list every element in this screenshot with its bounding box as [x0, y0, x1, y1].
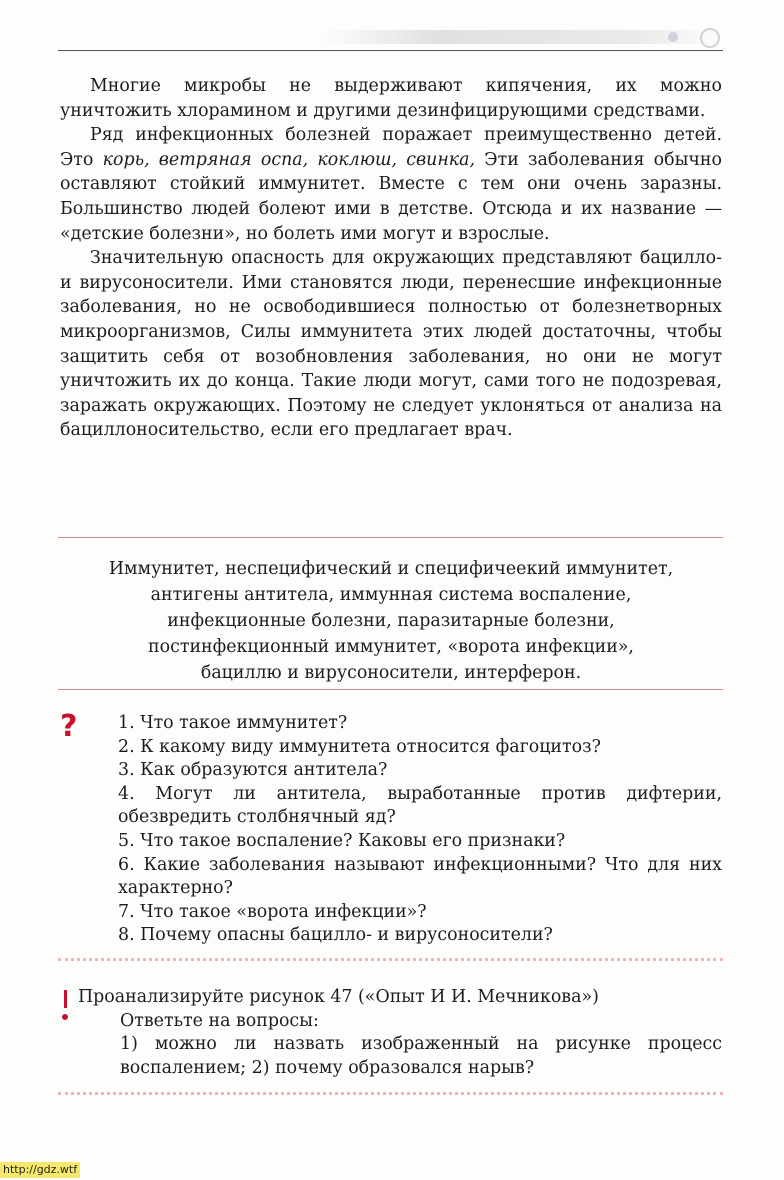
key-terms-box	[60, 556, 722, 686]
terms-top-rule	[58, 537, 723, 538]
question-item: 2. К какому виду иммунитета относится фагоцитоз?	[118, 736, 601, 757]
term-line: бациллю и вирусоносители, интерферон.	[200, 663, 582, 683]
question-item: 5. Что такое воспаление? Каковы его признаки?	[118, 830, 566, 851]
question-item: 6. Какие заболевания называют инфекционными? Что для них характерно?	[118, 854, 722, 899]
task-block	[78, 986, 722, 1080]
task-subtitle: Ответьте на вопросы:	[120, 1010, 319, 1031]
question-item: 4. Могут ли антитела, выработанные против дифтерии, обезвредить столбнячный яд?	[118, 783, 722, 828]
task-title: Проанализируйте рисунок 47 («Опыт И И. Мечникова»)	[78, 987, 599, 1007]
running-header	[320, 30, 720, 44]
task-marker-bar	[64, 990, 67, 1008]
paragraph-1: Многие микробы не выдерживают кипячения, их можно уничтожить хлорамином и другими дезинфицирующими средствами.	[60, 76, 722, 121]
task-question: 1) можно ли назвать изображенный на рисунке процесс воспалением; 2) почему образовался нарыв?	[120, 1034, 722, 1078]
page-number-circle	[700, 28, 720, 48]
header-marker	[668, 32, 678, 42]
paragraph-3: Значительную опасность для окружающих представляют бацилло- и вирусоносители. Ими становятся люди, перенесшие инфекционные заболевания, но не освободившиеся полностью от болезнетворных микроорганизмов, Силы иммунитета этих людей достаточны, чтобы защитить себя от возобновления заболевания, но они не могут уничтожить их до конца. Такие люди могут, сами того не подозревая, заражать окружающих. Поэтому не следует уклоняться от анализа на бациллоносительство, если его предлагает врач.	[60, 248, 722, 441]
main-text	[60, 74, 722, 443]
question-item: 1. Что такое иммунитет?	[118, 713, 348, 733]
header-rule	[58, 50, 723, 51]
dotted-divider	[58, 958, 723, 961]
question-item: 7. Что такое «ворота инфекции»?	[118, 901, 427, 922]
review-questions	[118, 712, 722, 948]
watermark-link[interactable]: http://gdz.wtf	[0, 1162, 80, 1178]
term-line: постинфекционный иммунитет, «ворота инфекции»,	[148, 637, 634, 657]
question-mark-icon: ?	[60, 709, 78, 744]
task-marker-dot	[62, 1014, 68, 1020]
diseases-list: корь, ветряная оспа, коклюш, свинка,	[102, 149, 476, 170]
question-item: 3. Как образуются антитела?	[118, 760, 388, 781]
question-item: 8. Почему опасны бацилло- и вирусоносители?	[118, 925, 553, 946]
term-line: антигены антитела, иммунная система воспаление,	[150, 585, 632, 605]
term-line: инфекционные болезни, паразитарные болезни,	[167, 611, 615, 631]
terms-bottom-rule	[58, 689, 723, 690]
paragraph-2: Ряд инфекционных болезней поражает преимущественно детей. Это корь, ветряная оспа, коклюш, свинка, Эти заболевания обычно оставляют стойкий иммунитет. Вместе с тем они очень заразны. Большинство людей болеют ими в детстве. Отсюда и их название — «детские болезни», но болеть ими могут и взрослые.	[60, 125, 722, 244]
dotted-divider-bottom	[58, 1092, 723, 1095]
term-line: Иммунитет, неспецифический и специфичеекий иммунитет,	[108, 559, 674, 579]
